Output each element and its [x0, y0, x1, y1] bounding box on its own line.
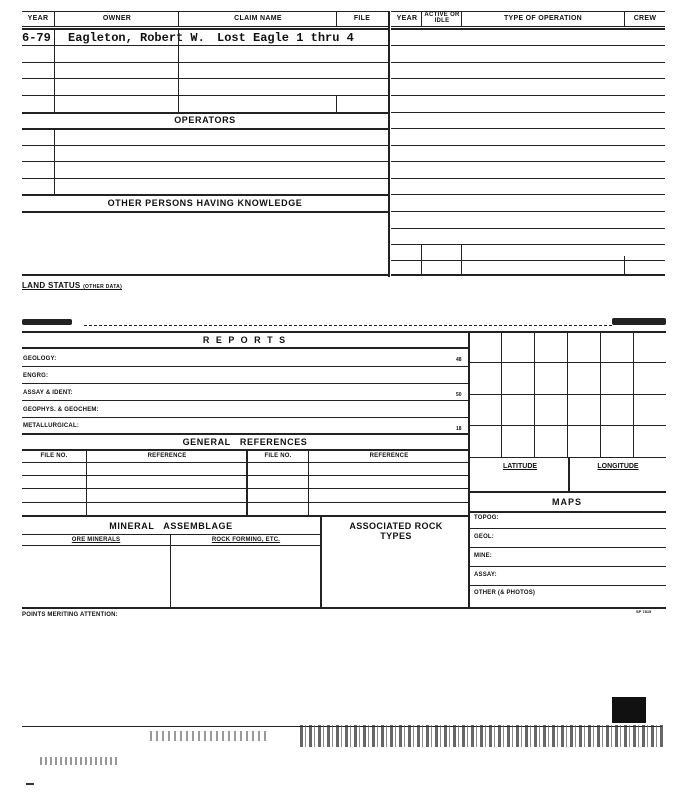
ref-col-file-no-1: FILE NO.: [40, 453, 68, 459]
row-owner: Eagleton, Robert W.: [68, 31, 205, 45]
header-year-2: YEAR: [396, 15, 418, 22]
report-metallurgical-num: 18: [456, 426, 462, 432]
header-owner: OWNER: [102, 15, 132, 22]
report-assay-label: ASSAY & IDENT:: [23, 390, 73, 396]
ore-minerals-label: ORE MINERALS: [71, 537, 121, 543]
land-status-label: [22, 281, 122, 290]
divider-right-mark: [612, 318, 666, 325]
report-assay-num: 50: [456, 392, 462, 398]
map-mine: MINE:: [474, 553, 492, 559]
header-file: FILE: [353, 15, 371, 22]
general-references-title: GENERAL REFERENCES: [182, 437, 308, 447]
divider-left-mark: [22, 319, 72, 325]
ref-col-reference-1: REFERENCE: [147, 453, 187, 459]
report-geophys-label: GEOPHYS. & GEOCHEM:: [23, 407, 99, 413]
report-geology-num: 48: [456, 357, 462, 363]
longitude-label: LONGITUDE: [597, 463, 639, 470]
map-assay: ASSAY:: [474, 572, 497, 578]
points-meriting-attention: POINTS MERITING ATTENTION:: [22, 612, 118, 618]
ref-col-file-no-2: FILE NO.: [264, 453, 292, 459]
rock-forming-label: ROCK FORMING, ETC.: [211, 537, 281, 543]
row-year: 6-79: [22, 31, 51, 45]
header-crew: CREW: [633, 15, 657, 22]
header-year: YEAR: [27, 15, 49, 22]
row-claim-name: Lost Eagle 1 thru 4: [217, 31, 354, 45]
header-type-of-operation: TYPE OF OPERATION: [503, 15, 583, 22]
land-status-sub: (OTHER DATA): [83, 284, 123, 290]
form-number: SP 7815: [636, 609, 652, 614]
ref-col-reference-2: REFERENCE: [369, 453, 409, 459]
divider-line: [84, 325, 612, 326]
operators-title: OPERATORS: [174, 115, 236, 125]
header-active-or-idle: ACTIVE OR IDLE: [424, 12, 460, 24]
mineral-title: MINERAL ASSEMBLAGE: [109, 521, 233, 531]
report-metallurgical-label: METALLURGICAL:: [23, 423, 80, 429]
land-status-text: LAND STATUS: [22, 281, 81, 290]
report-engrg-label: ENGRG:: [23, 373, 49, 379]
other-persons-title: OTHER PERSONS HAVING KNOWLEDGE: [107, 198, 303, 208]
reports-title: R E P O R T S: [202, 335, 288, 345]
map-topog: TOPOG:: [474, 515, 499, 521]
map-geol: GEOL:: [474, 534, 494, 540]
maps-title: MAPS: [551, 497, 582, 507]
header-claim-name: CLAIM NAME: [234, 15, 282, 22]
latitude-label: LATITUDE: [502, 463, 538, 470]
map-other: OTHER (& PHOTOS): [474, 590, 536, 596]
associated-rock-types: ASSOCIATED ROCK TYPES: [349, 521, 443, 541]
report-geology-label: GEOLOGY:: [23, 356, 57, 362]
